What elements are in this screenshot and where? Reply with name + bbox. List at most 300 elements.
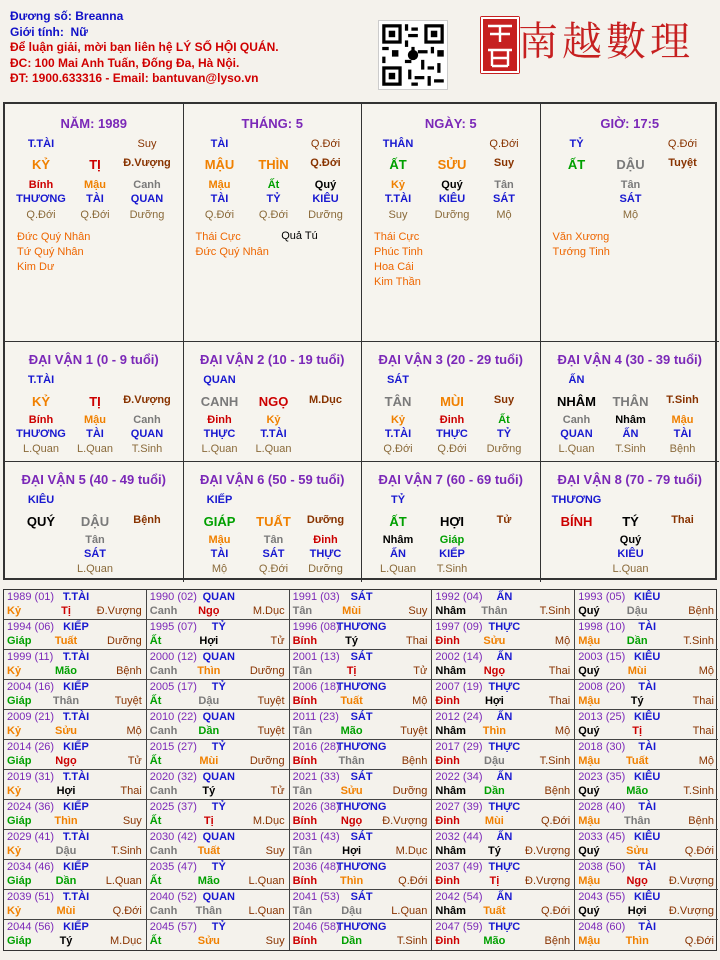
year-cell (432, 920, 575, 950)
year-label: 2001 (13) (292, 651, 340, 663)
year-cell (4, 860, 147, 890)
year-god: QUAN (202, 591, 235, 603)
dai-van-title: ĐẠI VẬN 2 (10 - 19 tuổi) (200, 352, 345, 367)
hidden-stem: Giáp (439, 534, 465, 546)
year-label: 2023 (35) (578, 771, 626, 783)
year-stem: Ất (149, 695, 162, 707)
pillar-stem: ẤT (567, 157, 586, 172)
year-phase: Mộ (554, 635, 571, 647)
year-phase: Tuyệt (257, 695, 285, 707)
hidden-phase: L.Quan (558, 443, 595, 455)
year-cell (575, 710, 718, 740)
dai-van-god: THƯƠNG (551, 494, 602, 506)
year-cell (4, 890, 147, 920)
year-label: 2036 (48) (292, 861, 340, 873)
hidden-stem: Tân (263, 534, 284, 546)
year-stem: Nhâm (435, 665, 466, 677)
hidden-phase: Q.Đới (26, 209, 56, 221)
dai-van-phase: Thai (671, 514, 694, 526)
year-stem: Bính (292, 755, 318, 767)
year-stem: Kỷ (7, 725, 22, 737)
pillar-cell (184, 104, 363, 342)
year-god: THƯƠNG (336, 681, 387, 693)
hidden-stem: Mậu (84, 414, 106, 426)
dai-van-cell (541, 462, 720, 582)
year-cell (575, 920, 718, 950)
year-phase: Suy (408, 605, 428, 617)
dai-van-cell (184, 462, 363, 582)
year-phase: Đ.Vượng (525, 845, 571, 857)
year-cell (575, 590, 718, 620)
year-god: THƯƠNG (336, 921, 387, 933)
yearly-luck-table (3, 589, 717, 951)
year-stem: Canh (149, 605, 178, 617)
year-label: 2004 (16) (7, 681, 55, 693)
year-god: T.TÀI (62, 831, 90, 843)
year-god: KIÊU (634, 651, 661, 663)
year-label: 2008 (20) (578, 681, 626, 693)
year-label: 2010 (22) (149, 711, 197, 723)
pillar-phase: Suy (493, 157, 515, 169)
year-stem: Canh (149, 725, 178, 737)
dai-van-god: SÁT (387, 374, 409, 386)
pillar-stem: MẬU (204, 157, 235, 172)
year-phase: Tử (270, 635, 285, 647)
year-phase: Đ.Vượng (96, 605, 142, 617)
year-phase: Dưỡng (107, 635, 142, 647)
year-branch: Hợi (627, 905, 647, 917)
year-branch: Hợi (199, 635, 219, 647)
year-branch: Mùi (627, 665, 647, 677)
year-branch: Tý (630, 695, 644, 707)
hidden-phase: L.Quan (76, 443, 114, 455)
year-branch: Thân (624, 815, 651, 827)
year-branch: Tị (61, 605, 71, 617)
dai-van-god: TỶ (390, 494, 406, 506)
year-branch: Dần (341, 935, 362, 947)
pillar-top-phase: Q.Đới (310, 138, 341, 150)
brand-logo: 南越數理 (518, 19, 694, 65)
year-god: QUAN (202, 711, 235, 723)
pillar-top-phase: Q.Đới (667, 138, 698, 150)
star-list (17, 230, 90, 275)
year-cell (432, 770, 575, 800)
year-cell (147, 710, 290, 740)
year-stem: Ất (149, 815, 162, 827)
dai-van-cell (541, 342, 720, 462)
year-branch: Dần (55, 875, 77, 887)
year-god: TÀI (638, 861, 657, 873)
year-label: 2046 (58) (292, 921, 340, 933)
year-god: KIÊU (634, 831, 661, 843)
year-stem: Quý (578, 605, 600, 617)
year-phase: Thai (548, 695, 571, 707)
year-cell (575, 620, 718, 650)
year-stem: Kỷ (7, 605, 22, 617)
hidden-stem: Mậu (208, 534, 231, 546)
year-stem: Ất (149, 635, 162, 647)
hidden-phase: T.Sinh (131, 443, 163, 455)
year-god: THỰC (488, 921, 521, 933)
dai-van-branch: TỊ (89, 394, 101, 409)
hidden-stem: Quý (619, 534, 642, 546)
year-branch: Sửu (197, 935, 220, 947)
year-stem: Nhâm (435, 605, 466, 617)
year-label: 2017 (29) (435, 741, 483, 753)
year-stem: Bính (292, 875, 318, 887)
year-cell (575, 680, 718, 710)
year-label: 2043 (55) (578, 891, 626, 903)
year-branch: Thân (481, 605, 508, 617)
year-god: QUAN (202, 651, 235, 663)
contact-line: Để luận giải, mời bạn liên hệ LÝ SỐ HỘI QUÁN. (10, 40, 279, 54)
year-branch: Dần (626, 635, 648, 647)
star-item: Phúc Tinh (374, 246, 423, 258)
year-branch: Thân (52, 695, 80, 707)
year-label: 2000 (12) (149, 651, 197, 663)
year-branch: Mão (197, 875, 220, 887)
year-branch: Dậu (484, 755, 505, 767)
year-label: 1997 (09) (435, 621, 483, 633)
year-stem: Canh (149, 785, 178, 797)
year-phase: T.Sinh (396, 935, 428, 947)
dai-van-phase: Bệnh (133, 514, 161, 526)
year-phase: M.Dục (252, 605, 285, 617)
dai-van-branch: TÝ (622, 514, 639, 529)
hidden-god: TÀI (86, 428, 104, 440)
pillar-phase: Tuyệt (668, 157, 697, 169)
year-phase: L.Quan (248, 875, 285, 887)
hidden-god: THỰC (309, 548, 342, 560)
year-branch: Ngọ (55, 755, 77, 767)
hidden-god: THỰC (203, 428, 236, 440)
year-phase: Tuyệt (114, 695, 142, 707)
hidden-stem: Tân (494, 179, 514, 191)
year-cell (290, 710, 433, 740)
hidden-god: ẤN (622, 428, 639, 440)
year-god: TÀI (638, 921, 657, 933)
year-phase: Thai (692, 725, 714, 737)
year-phase: Q.Đới (540, 905, 571, 917)
year-cell (4, 920, 147, 950)
year-god: KIÊU (634, 591, 661, 603)
year-branch: Tuất (340, 695, 363, 707)
year-label: 2038 (50) (578, 861, 626, 873)
pillar-branch: SỬU (437, 157, 467, 172)
year-cell (4, 590, 147, 620)
year-god: TÀI (638, 681, 657, 693)
year-phase: Mộ (412, 695, 428, 707)
star-item: Kim Dư (17, 261, 55, 273)
hidden-stem: Kỷ (390, 414, 406, 426)
year-label: 1998 (10) (578, 621, 626, 633)
year-stem: Quý (578, 845, 600, 857)
hidden-phase: Q.Đới (204, 209, 235, 221)
year-label: 1991 (03) (292, 591, 340, 603)
pillar-cell (362, 104, 541, 342)
year-branch: Mão (483, 935, 506, 947)
year-stem: Mậu (578, 755, 601, 767)
year-stem: Đinh (435, 755, 460, 767)
year-stem: Bính (292, 815, 318, 827)
hidden-phase: L.Quan (255, 443, 292, 455)
hidden-stem: Kỷ (266, 414, 281, 426)
hidden-phase: Dưỡng (434, 209, 470, 221)
hidden-god: SÁT (262, 548, 285, 560)
hidden-phase: Q.Đới (258, 563, 289, 575)
year-phase: Q.Đới (684, 935, 714, 947)
star-item: Tứ Quý Nhân (17, 246, 84, 258)
year-cell (290, 830, 433, 860)
year-label: 2024 (36) (7, 801, 55, 813)
year-god: THƯƠNG (336, 801, 387, 813)
pillar-stem: ẤT (389, 157, 407, 172)
year-stem: Giáp (7, 815, 32, 827)
year-cell (4, 800, 147, 830)
dai-van-title: ĐẠI VẬN 7 (60 - 69 tuổi) (378, 472, 523, 487)
hidden-god: KIẾP (439, 548, 465, 560)
year-label: 1993 (05) (578, 591, 626, 603)
year-branch: Thìn (339, 875, 364, 887)
year-god: KIẾP (63, 741, 89, 753)
year-stem: Mậu (578, 815, 601, 827)
year-label: 2029 (41) (7, 831, 55, 843)
year-phase: Đ.Vượng (525, 875, 571, 887)
year-phase: L.Quan (391, 905, 428, 917)
hidden-phase: L.Quan (379, 563, 417, 575)
pillar-stem: KỶ (31, 157, 51, 172)
year-cell (4, 650, 147, 680)
year-cell (432, 830, 575, 860)
dai-van-branch: MÙI (440, 394, 464, 409)
year-branch: Tị (346, 665, 357, 677)
year-stem: Ất (149, 935, 162, 947)
pillar-cell (541, 104, 720, 342)
year-cell (147, 890, 290, 920)
hidden-phase: Bệnh (669, 443, 696, 455)
hidden-god: TỶ (496, 428, 512, 440)
star-item: Thái Cực (374, 231, 420, 243)
hidden-phase: T.Sinh (436, 563, 468, 575)
hidden-phase: Dưỡng (308, 563, 343, 575)
year-label: 2032 (44) (435, 831, 483, 843)
year-phase: Dưỡng (249, 665, 285, 677)
hidden-god: QUAN (560, 428, 593, 440)
year-stem: Giáp (7, 935, 32, 947)
year-label: 2016 (28) (292, 741, 340, 753)
star-item: Tướng Tinh (552, 246, 610, 258)
year-god: QUAN (202, 831, 235, 843)
pillar-top-god: THÂN (382, 138, 414, 150)
year-cell (290, 890, 433, 920)
hidden-phase: L.Quan (201, 443, 238, 455)
hidden-god: T.TÀI (384, 428, 412, 440)
year-branch: Sửu (483, 635, 506, 647)
dai-van-stem: TÂN (384, 394, 412, 409)
year-god: ẤN (496, 651, 513, 663)
year-branch: Tuất (625, 755, 649, 767)
year-cell (147, 800, 290, 830)
dai-van-phase: T.Sinh (666, 394, 699, 406)
year-label: 2009 (21) (7, 711, 55, 723)
year-cell (290, 650, 433, 680)
year-cell (432, 860, 575, 890)
year-label: 2045 (57) (149, 921, 197, 933)
year-cell (432, 620, 575, 650)
year-phase: M.Dục (395, 845, 428, 857)
year-label: 2033 (45) (578, 831, 626, 843)
name-label: Đương số: (10, 9, 72, 23)
dai-van-phase: Tử (496, 514, 512, 526)
year-phase: Đ.Vượng (668, 875, 714, 887)
hidden-god: THỰC (436, 428, 468, 440)
hidden-god: TÀI (210, 193, 229, 205)
hidden-god: SÁT (84, 548, 106, 560)
hidden-stem: Kỷ (390, 179, 406, 191)
year-stem: Bính (292, 635, 318, 647)
hidden-phase: L.Quan (22, 443, 60, 455)
year-god: KIẾP (63, 921, 89, 933)
year-branch: Sửu (340, 785, 363, 797)
hidden-phase: Dưỡng (308, 209, 343, 221)
year-god: KIẾP (63, 681, 89, 693)
year-label: 1990 (02) (149, 591, 197, 603)
hidden-phase: Mộ (211, 563, 228, 575)
year-cell (290, 740, 433, 770)
year-label: 2021 (33) (292, 771, 340, 783)
year-cell (575, 800, 718, 830)
year-god: T.TÀI (62, 771, 90, 783)
year-cell (147, 770, 290, 800)
year-cell (147, 740, 290, 770)
pillar-title: THÁNG: 5 (241, 116, 303, 131)
dai-van-phase: Suy (493, 394, 515, 406)
year-phase: Tuyệt (400, 725, 428, 737)
year-stem: Quý (578, 665, 600, 677)
year-stem: Ất (149, 755, 162, 767)
year-cell (4, 740, 147, 770)
hidden-god: TÀI (210, 548, 229, 560)
year-branch: Ngọ (340, 815, 363, 827)
year-label: 2030 (42) (149, 831, 197, 843)
year-stem: Kỷ (7, 845, 22, 857)
year-god: T.TÀI (62, 711, 90, 723)
year-stem: Giáp (7, 755, 32, 767)
year-branch: Hợi (342, 845, 362, 857)
year-label: 1989 (01) (7, 591, 55, 603)
year-label: 1994 (06) (7, 621, 55, 633)
hidden-stem: Canh (133, 179, 161, 191)
year-cell (290, 620, 433, 650)
year-label: 2025 (37) (149, 801, 197, 813)
dai-van-god: T.TÀI (27, 374, 55, 386)
phone-email-line[interactable]: ĐT: 1900.633316 - Email: bantuvan@lyso.vn (10, 71, 259, 85)
year-phase: T.Sinh (539, 605, 571, 617)
hidden-phase: Mộ (496, 209, 512, 221)
year-cell (432, 800, 575, 830)
year-phase: Bệnh (544, 935, 571, 947)
dai-van-cell (362, 342, 541, 462)
year-god: TỶ (211, 861, 226, 873)
year-cell (432, 710, 575, 740)
year-phase: T.Sinh (683, 635, 714, 647)
year-label: 2035 (47) (149, 861, 197, 873)
year-label: 2041 (53) (292, 891, 340, 903)
year-phase: M.Dục (110, 935, 142, 947)
hidden-stem: Đinh (313, 534, 338, 546)
year-god: SÁT (350, 711, 373, 723)
year-stem: Canh (149, 905, 178, 917)
hidden-stem: Bính (28, 179, 54, 191)
year-cell (4, 620, 147, 650)
year-stem: Đinh (435, 875, 460, 887)
year-stem: Quý (578, 785, 600, 797)
year-phase: Mộ (554, 725, 571, 737)
year-stem: Mậu (578, 875, 601, 887)
year-branch: Mùi (56, 905, 76, 917)
star-list (374, 230, 423, 290)
pillar-cell (5, 104, 184, 342)
hidden-god: KIÊU (312, 193, 339, 205)
year-label: 2006 (18) (292, 681, 340, 693)
year-cell (147, 830, 290, 860)
hidden-god: KIÊU (617, 548, 644, 560)
dai-van-title: ĐẠI VẬN 8 (70 - 79 tuổi) (557, 472, 702, 487)
year-phase: L.Quan (105, 875, 142, 887)
year-branch: Hợi (484, 695, 504, 707)
hidden-stem: Tân (85, 534, 105, 546)
year-phase: Đ.Vượng (382, 815, 428, 827)
year-stem: Nhâm (435, 725, 466, 737)
year-phase: Thai (405, 635, 428, 647)
pillar-chart (3, 102, 717, 580)
year-cell (575, 650, 718, 680)
dai-van-stem: GIÁP (203, 514, 236, 529)
year-branch: Mão (340, 725, 363, 737)
year-phase: Tuyệt (257, 725, 285, 737)
year-cell (290, 590, 433, 620)
year-cell (432, 650, 575, 680)
dai-van-branch: NGỌ (258, 394, 289, 409)
year-phase: Thai (120, 785, 142, 797)
year-branch: Dậu (626, 605, 648, 617)
year-cell (575, 890, 718, 920)
year-stem: Tân (292, 725, 313, 737)
year-cell (432, 890, 575, 920)
year-stem: Đinh (435, 935, 460, 947)
year-stem: Tân (292, 605, 313, 617)
year-stem: Mậu (578, 935, 601, 947)
hidden-phase: Dưỡng (486, 443, 522, 455)
year-label: 2013 (25) (578, 711, 626, 723)
star-item: Đức Quý Nhân (17, 231, 91, 243)
year-branch: Sửu (54, 725, 78, 737)
year-god: KIÊU (634, 771, 661, 783)
year-branch: Mão (626, 785, 649, 797)
dai-van-god: KIẾP (206, 494, 233, 506)
hidden-god: T.TÀI (384, 193, 412, 205)
dai-van-stem: CANH (200, 394, 239, 409)
year-branch: Mùi (484, 815, 504, 827)
year-stem: Ất (149, 875, 162, 887)
year-label: 1996 (08) (292, 621, 340, 633)
star-list (553, 230, 610, 260)
year-phase: Thai (548, 665, 571, 677)
header-info (10, 9, 279, 87)
hidden-god: THƯƠNG (16, 193, 66, 205)
star-list (196, 230, 269, 260)
year-stem: Giáp (7, 695, 32, 707)
